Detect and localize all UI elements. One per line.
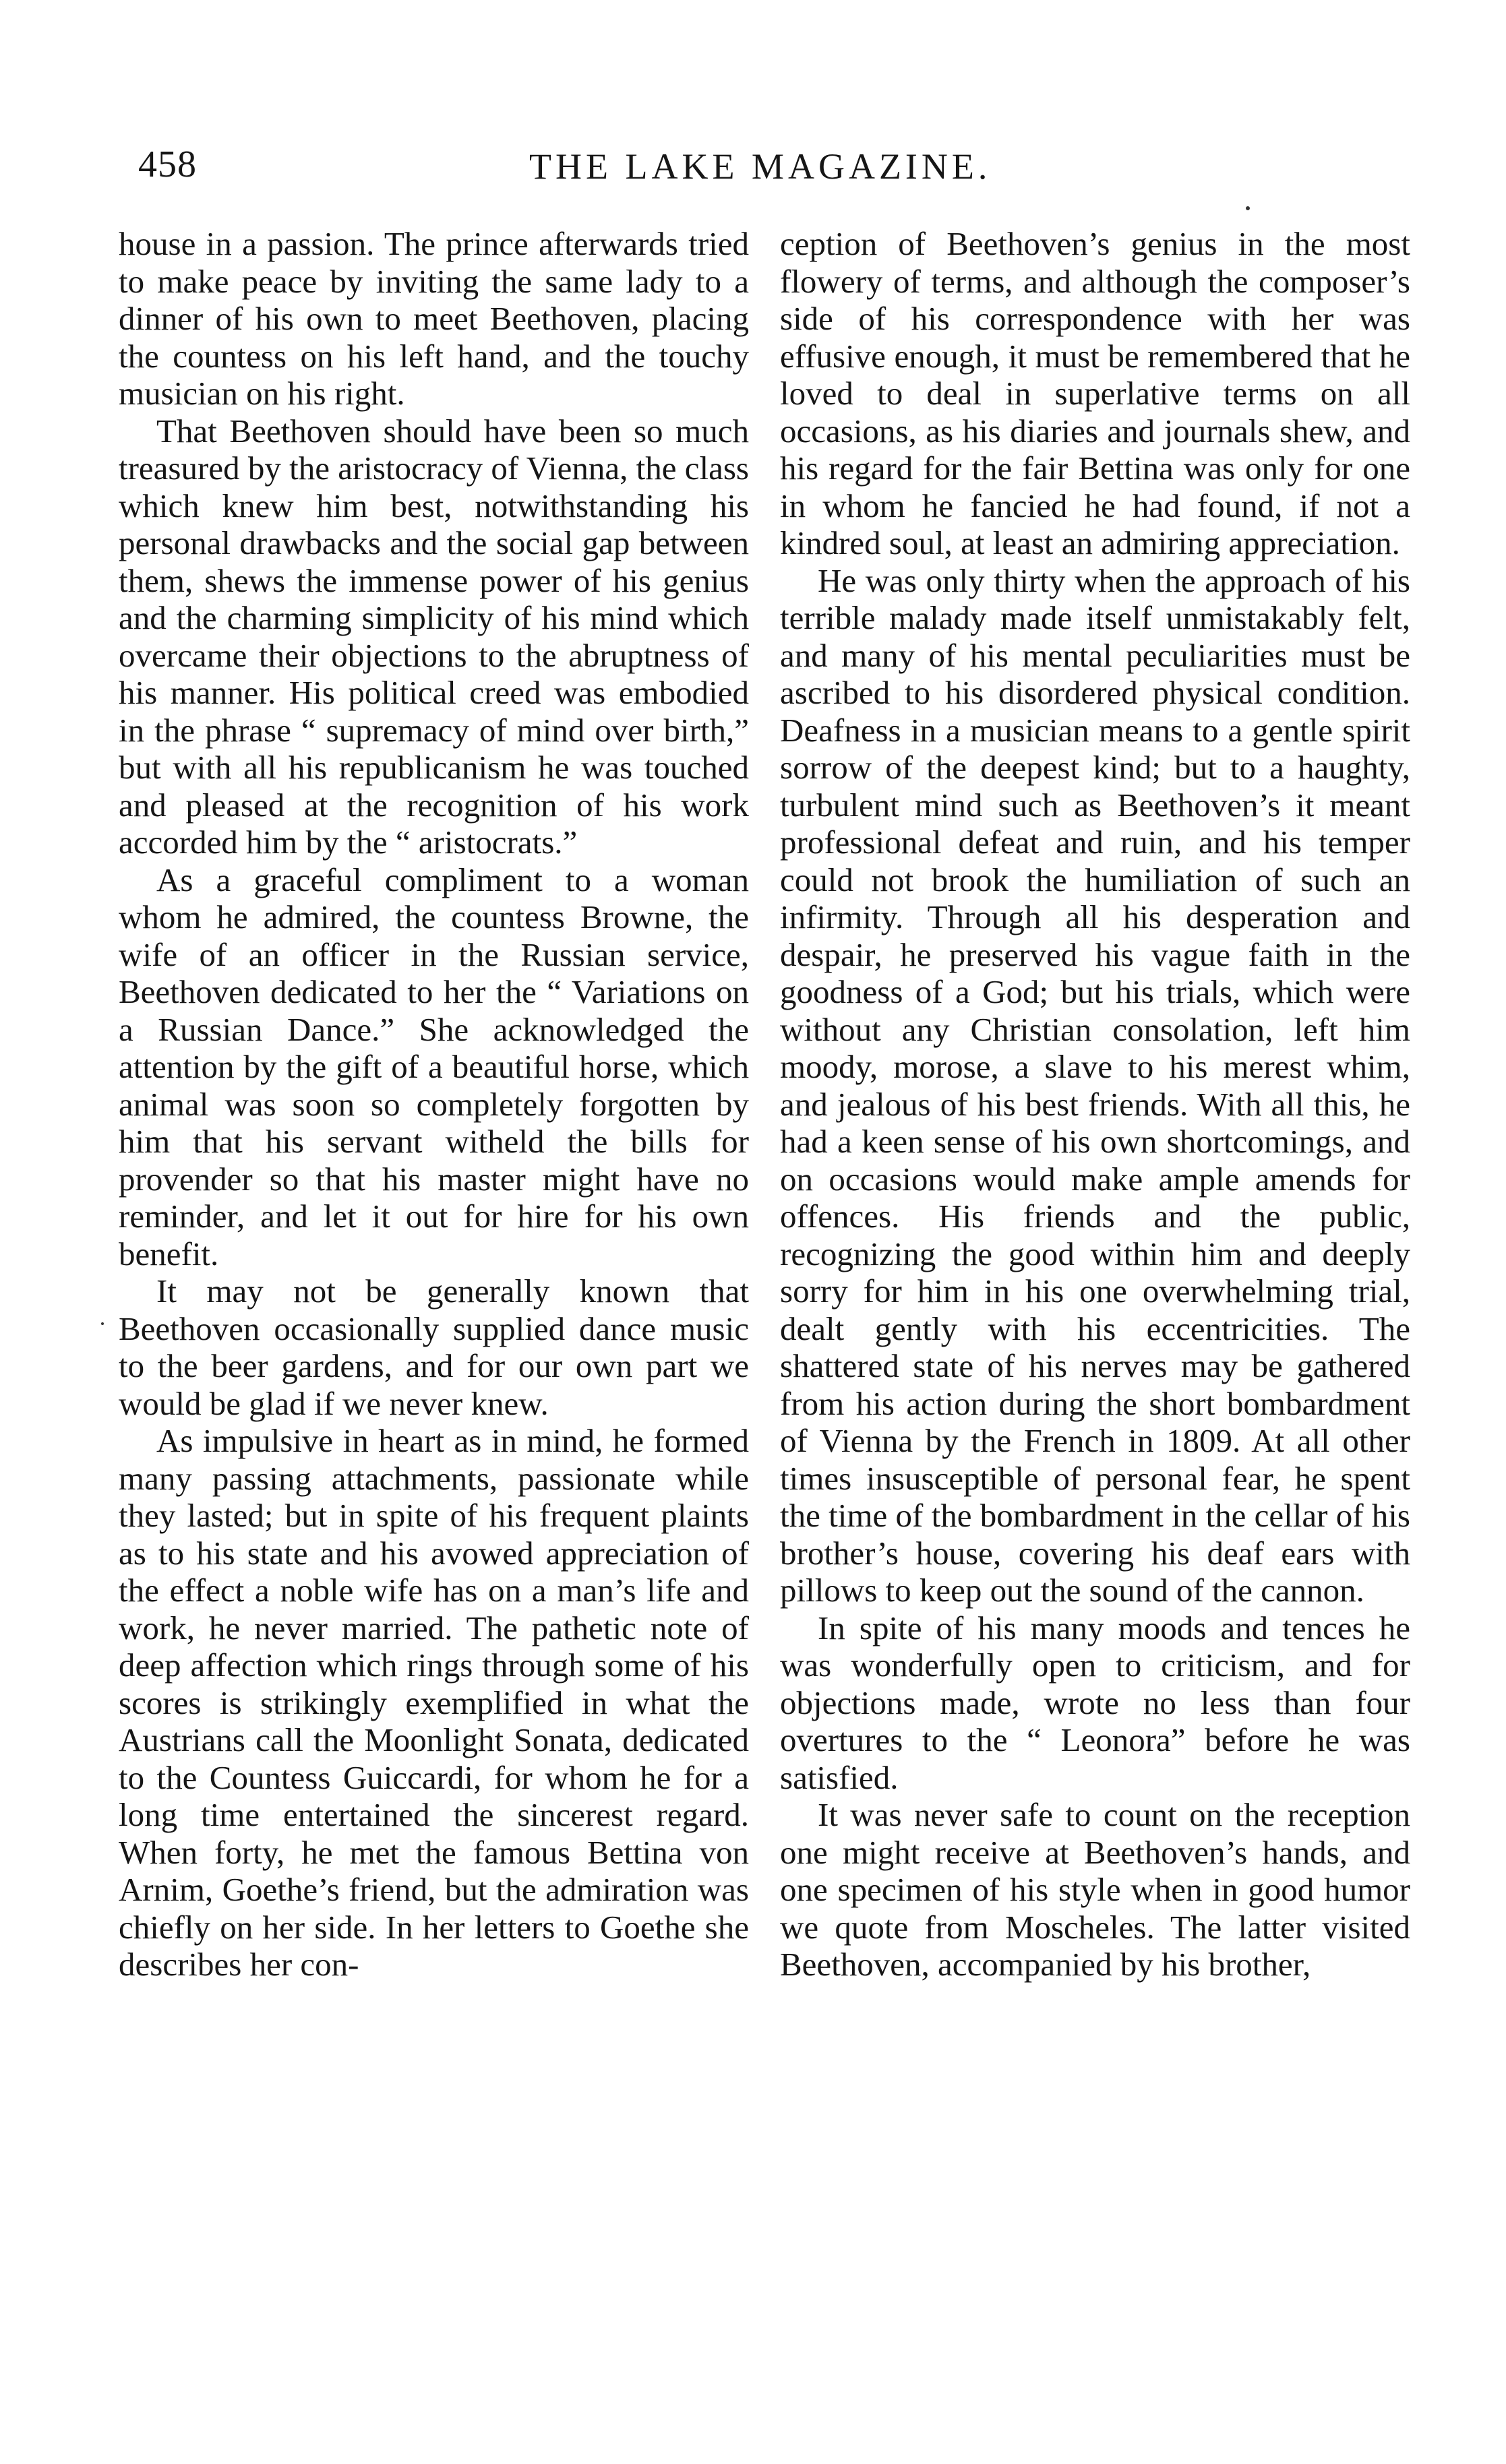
paragraph: He was only thirty when the approach of his terrible malady made itself unmistakably felt, and many of his mental peculiarities must be ascribed to his disordered physical condition. Deafness in a musician means to a gentle spirit sorrow of the deepest kind; but to a haughty, turbulent mind such as Beethoven’s it meant professional defeat and ruin, and his temper could not brook the humiliation of such an infirmity. Through all his desperation and despair, he preserved his vague faith in the goodness of a God; but his trials, which were without any Christian consolation, left him moody, morose, a slave to his merest whim, and jealous of his best friends. With all this, he had a keen sense of his own shortcomings, and on occasions would make ample amends for offences. His friends and the public, recognizing the good within him and deeply sorry for him in his one overwhelming trial, dealt gently with his eccentricities. The shattered state of his nerves may be gathered from his action during the short bombardment of Vienna by the French in 1809. At all other times insusceptible of personal fear, he spent the time of the bombardment in the cellar of his brother’s house, covering his deaf ears with pillows to keep out the sound of the cannon. [780, 561, 1410, 1609]
print-speck [101, 1322, 104, 1325]
paragraph: That Beethoven should have been so much treasured by the aristocracy of Vienna, the class which knew him best, notwithstanding his personal drawbacks and the social gap between them, shews the immense power of his genius and the charming simplicity of his mind which overcame their objections to the abruptness of his manner. His political creed was embodied in the phrase “ supremacy of mind over birth,” but with all his republicanism he was touched and pleased at the recognition of his work accorded him by the “ aristocrats.” [119, 412, 749, 861]
paragraph: ception of Beethoven’s genius in the most flowery of terms, and although the composer’s side of his correspondence with her was effusive enough, it must be remembered that he loved to deal in superlative terms on all occasions, as his diaries and journals shew, and his regard for the fair Bettina was only for one in whom he fancied he had found, if not a kindred soul, at least an admiring appreciation. [780, 225, 1410, 561]
paragraph: It may not be generally known that Beethoven occasionally supplied dance music to the beer gardens, and for our own part we would be glad if we never knew. [119, 1272, 749, 1422]
paragraph: As impulsive in heart as in mind, he formed many passing attachments, passionate while they lasted; but in spite of his frequent plaints as to his state and his avowed appreciation of the effect a noble wife has on a man’s life and work, he never married. The pathetic note of deep affection which rings through some of his scores is strikingly exemplified in what the Austrians call the Moonlight Sonata, dedicated to the Countess Guiccardi, for whom he for a long time entertained the sincerest regard. When forty, he met the famous Bettina von Arnim, Goethe’s friend, but the admiration was chiefly on her side. In her letters to Goethe she describes her con- [119, 1422, 749, 1983]
paragraph: house in a passion. The prince afterwards tried to make peace by inviting the same lady to a dinner of his own to meet Beethoven, placing the countess on his left hand, and the touchy musician on his right. [119, 225, 749, 412]
paragraph: It was never safe to count on the reception one might receive at Beethoven’s hands, and one specimen of his style when in good humor we quote from Moscheles. The latter visited Beethoven, accompanied by his brother, [780, 1796, 1410, 1983]
page-number: 458 [138, 144, 197, 185]
print-speck [1246, 206, 1250, 210]
left-column [119, 225, 749, 1983]
right-column [780, 225, 1410, 1983]
page-header [138, 143, 1406, 197]
paragraph: As a graceful compliment to a woman whom he admired, the countess Browne, the wife of an officer in the Russian service, Beethoven dedicated to her the “ Variations on a Russian Dance.” She acknowledged the attention by the gift of a beautiful horse, which animal was soon so completely forgotten by him that his servant witheld the bills for provender so that his master might have no reminder, and let it out for hire for his own benefit. [119, 861, 749, 1272]
paragraph: In spite of his many moods and tences he was wonderfully open to criticism, and for objections made, wrote no less than four overtures to the “ Leonora” before he was satisfied. [780, 1609, 1410, 1796]
running-title: THE LAKE MAGAZINE. [529, 146, 992, 187]
